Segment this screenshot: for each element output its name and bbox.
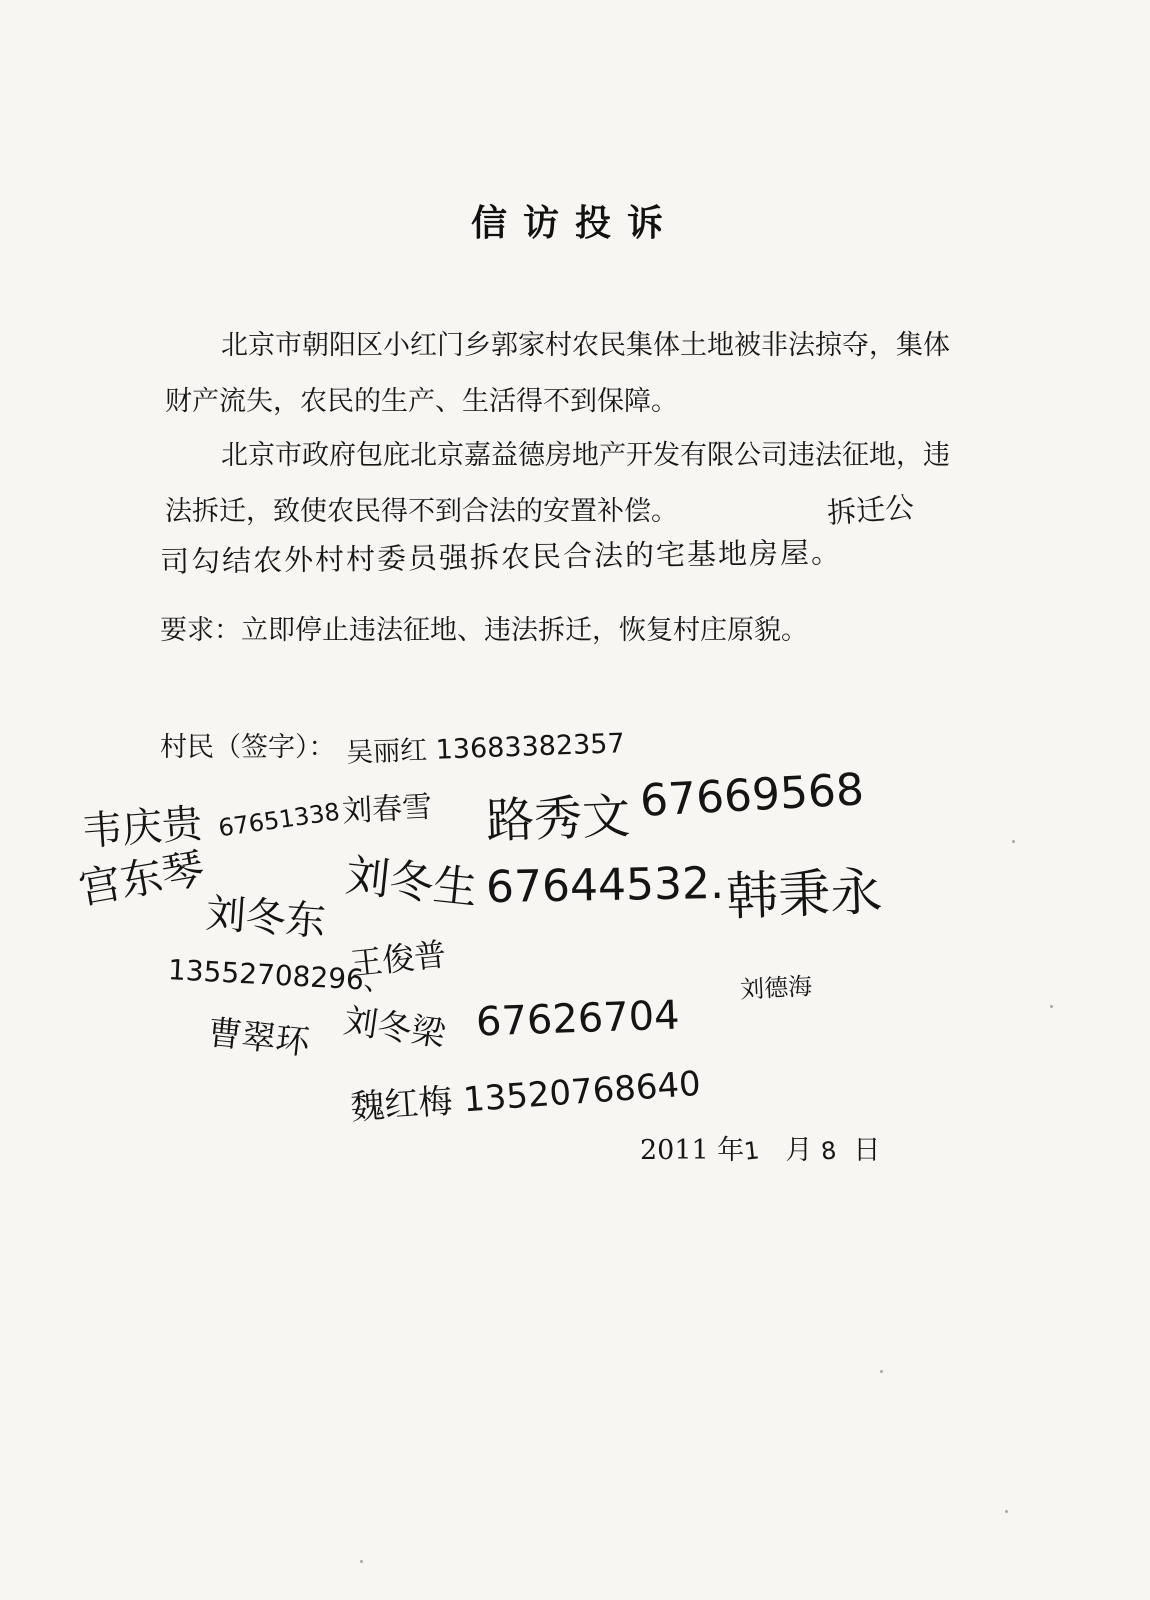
document-date bbox=[640, 1128, 880, 1167]
paper-speck bbox=[1005, 1510, 1008, 1513]
signature-label: 村民（签字）： bbox=[160, 732, 336, 763]
signature-entry: 13552708296、 bbox=[167, 953, 393, 998]
complaint-paragraph-2: 北京市政府包庇北京嘉益德房地产开发有限公司违法征地，违法拆迁，致使农民得不到合法的安置补偿。 bbox=[165, 440, 950, 527]
request-line: 要求：立即停止违法征地、违法拆迁，恢复村庄原貌。 bbox=[160, 615, 808, 646]
signature-entry: 王俊普 bbox=[348, 935, 448, 983]
signature-entry: 路秀文 bbox=[485, 788, 632, 850]
signature-entry: 刘冬东 bbox=[204, 890, 328, 946]
date-day-handwritten: 8 bbox=[819, 1136, 838, 1166]
signature-entry: 67669568 bbox=[638, 764, 866, 827]
signature-entry: 韦庆贵 bbox=[80, 800, 204, 856]
signature-entry: 67651338 bbox=[216, 797, 342, 843]
date-day-label: 日 bbox=[853, 1135, 881, 1166]
signature-entry: 曹翠环 bbox=[205, 1012, 312, 1064]
signature-entry: 吴丽红 13683382357 bbox=[345, 728, 626, 769]
paper-speck bbox=[1050, 1005, 1053, 1008]
signature-entry: 67644532. bbox=[485, 857, 725, 914]
handwritten-insert-head: 拆迁公 bbox=[826, 490, 916, 530]
signature-entry: 魏红梅 13520768640 bbox=[349, 1063, 702, 1129]
handwritten-insert: 司勾结农外村村委员强拆农民合法的宅基地房屋。 bbox=[159, 535, 843, 579]
date-month-handwritten: 1 bbox=[742, 1136, 761, 1166]
signature-entry: 刘冬梁 bbox=[341, 1001, 448, 1055]
signature-entry: 刘德海 bbox=[739, 972, 813, 1004]
document-title: 信访投诉 bbox=[470, 203, 679, 244]
signature-entry: 刘冬生 bbox=[343, 850, 480, 915]
signature-entry: 67626704 bbox=[475, 992, 681, 1046]
signature-entry: 宫东琴 bbox=[75, 843, 208, 914]
signature-entry: 刘春雪 bbox=[341, 789, 434, 830]
paper-speck bbox=[1012, 840, 1015, 843]
paper-speck bbox=[360, 1560, 363, 1563]
paper-speck bbox=[880, 1370, 883, 1373]
date-month-label: 月 bbox=[785, 1135, 813, 1166]
complaint-paragraph-1: 北京市朝阳区小红门乡郭家村农民集体土地被非法掠夺，集体财产流失，农民的生产、生活得不到保障。 bbox=[165, 330, 950, 417]
date-year: 2011 年 bbox=[640, 1135, 745, 1166]
signature-entry: 韩秉永 bbox=[725, 862, 884, 928]
